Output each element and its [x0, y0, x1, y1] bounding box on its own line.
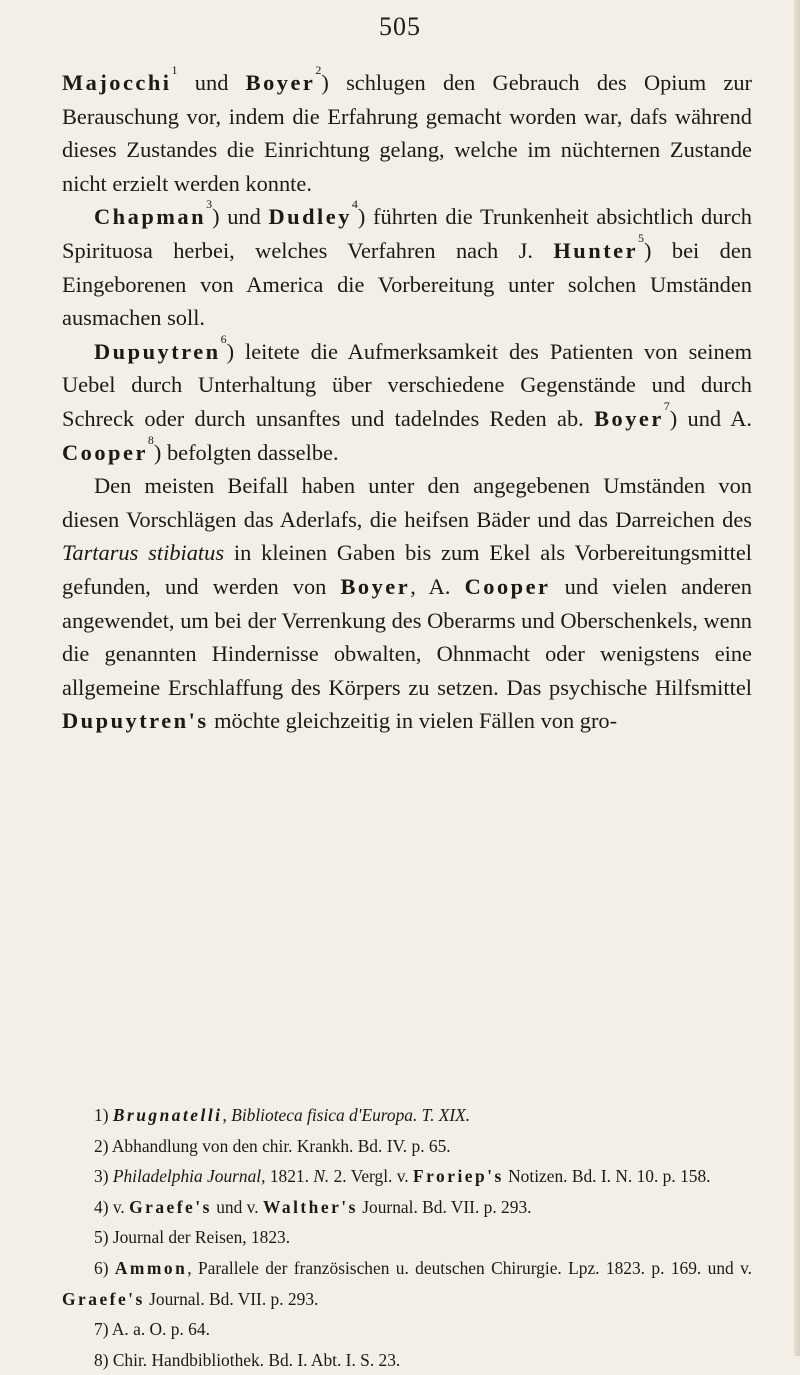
text-run: Notizen. Bd. I. N. 10. p. 158.	[503, 1166, 711, 1187]
spaced-name: Brugnatelli	[112, 1105, 223, 1125]
spaced-name: Ammon	[114, 1257, 188, 1278]
spaced-name: Boyer	[340, 573, 411, 599]
italic-text: N.	[313, 1166, 330, 1187]
spaced-name: Chapman	[94, 204, 207, 230]
text-run: 1)	[94, 1105, 113, 1125]
spaced-name: Cooper	[464, 573, 551, 599]
text-run: ) und	[212, 204, 269, 230]
spaced-name: Boyer	[594, 405, 664, 431]
text-run: 8) Chir. Handbibliothek. Bd. I. Abt. I. S. 23.	[94, 1349, 401, 1370]
text-run: Journal. Bd. VII. p. 293.	[144, 1288, 319, 1309]
footnote-marker: 4	[351, 197, 358, 212]
italic-text: Philadelphia Journal,	[112, 1166, 266, 1187]
text-run: Den meisten Beifall haben unter den angegebenen Umständen von diesen Vorschlägen das Aderlafs, die heifsen Bäder und das Darreichen des	[62, 473, 752, 532]
text-run: 1821.	[265, 1166, 314, 1187]
footnote	[62, 1222, 752, 1253]
footnote-marker: 5	[638, 230, 645, 245]
page-edge	[794, 0, 800, 1356]
paragraph	[62, 197, 752, 334]
text-run: möchte gleichzeitig in vielen Fällen von gro-	[208, 708, 618, 734]
footnote-marker: 2	[315, 63, 322, 77]
text-run: und vielen anderen angewendet, um bei der Verrenkung des Oberarms und Oberschenkels, wenn die genannten Hindernisse obwalten, Ohnmacht oder wenigstens eine allgemeine Erschlaffung des Körpers zu setzen. Das psychische Hilfsmittel	[62, 573, 752, 700]
spaced-name: Cooper	[62, 439, 148, 465]
text-run: ,	[222, 1105, 232, 1125]
text-run: ) leitete die Aufmerksamkeit des Patienten von seinem Uebel durch Unterhaltung über verschiedene Gegenstände und durch Schreck oder durch unsanftes und tadelndes Reden ab.	[62, 338, 752, 431]
footnote	[62, 1314, 752, 1345]
text-run: ) führten die Trunkenheit absichtlich durch Spirituosa herbei, welches Verfahren nach J.	[62, 204, 752, 263]
spaced-name: Froriep's	[413, 1166, 504, 1187]
text-run: 7) A. a. O. p. 64.	[94, 1319, 210, 1340]
footnote	[62, 1131, 752, 1162]
spaced-name: Dupuytren	[94, 338, 221, 364]
footnote	[62, 1192, 752, 1223]
footnote-marker: 8	[147, 432, 154, 447]
text-run: ) bei den Eingeborenen von America die Vorbereitung unter solchen Umständen ausmachen soll.	[62, 237, 752, 331]
spaced-name: Walther's	[262, 1196, 358, 1217]
footnote-marker: 7	[663, 398, 670, 413]
spaced-name: Majocchi	[62, 70, 172, 95]
spaced-name: Graefe's	[129, 1196, 212, 1217]
text-run: 5) Journal der Reisen, 1823.	[94, 1227, 291, 1248]
text-run: , Parallele der französischen u. deutschen Chirurgie. Lpz. 1823. p. 169. und v.	[187, 1257, 753, 1278]
text-run: Journal. Bd. VII. p. 293.	[357, 1196, 532, 1217]
text-run: , A.	[410, 573, 465, 599]
text-run: 6)	[94, 1257, 115, 1278]
footnote-marker: 3	[206, 197, 213, 212]
footnote-marker: 1	[171, 63, 178, 77]
spaced-name: Hunter	[553, 237, 639, 263]
page-number: 505	[379, 12, 421, 41]
text-run: und	[177, 70, 246, 95]
italic-text: Tartarus stibiatus	[62, 540, 225, 566]
text-run: ) befolgten dasselbe.	[153, 439, 339, 465]
italic-text: Biblioteca fisica d'Europa. T. XIX.	[231, 1105, 471, 1125]
text-run: ) und A.	[669, 405, 752, 431]
spaced-name: Dudley	[268, 204, 352, 230]
text-run: 4) v.	[94, 1196, 130, 1217]
footnote	[62, 1345, 752, 1375]
text-run: ) schlugen den Gebrauch des Opium zur Berauschung vor, indem die Erfahrung gemacht worden war, dafs während dieses Zustandes die Einrichtung gelang, welche im nüchternen Zustande nicht erzielt werden konnte.	[62, 70, 753, 196]
footnote	[62, 1100, 752, 1131]
text-run: und v.	[211, 1196, 263, 1217]
spaced-name: Dupuytren's	[62, 708, 209, 734]
paragraph	[62, 63, 753, 200]
text-run: 2. Vergl. v.	[329, 1166, 413, 1187]
paragraph	[62, 469, 752, 738]
footnote	[62, 1161, 752, 1192]
spaced-name: Boyer	[245, 70, 316, 95]
text-run: in kleinen Gaben bis zum Ekel als Vorbereitungsmittel gefunden, und werden von	[62, 540, 752, 599]
text-run: 3)	[94, 1166, 113, 1187]
footnote-marker: 6	[220, 331, 227, 346]
text-run: 2) Abhandlung von den chir. Krankh. Bd. IV. p. 65.	[94, 1135, 451, 1156]
footnote	[62, 1253, 752, 1314]
spaced-name: Graefe's	[62, 1288, 145, 1309]
footnotes	[62, 1100, 752, 1375]
body-text	[62, 63, 753, 738]
paragraph	[62, 331, 752, 469]
